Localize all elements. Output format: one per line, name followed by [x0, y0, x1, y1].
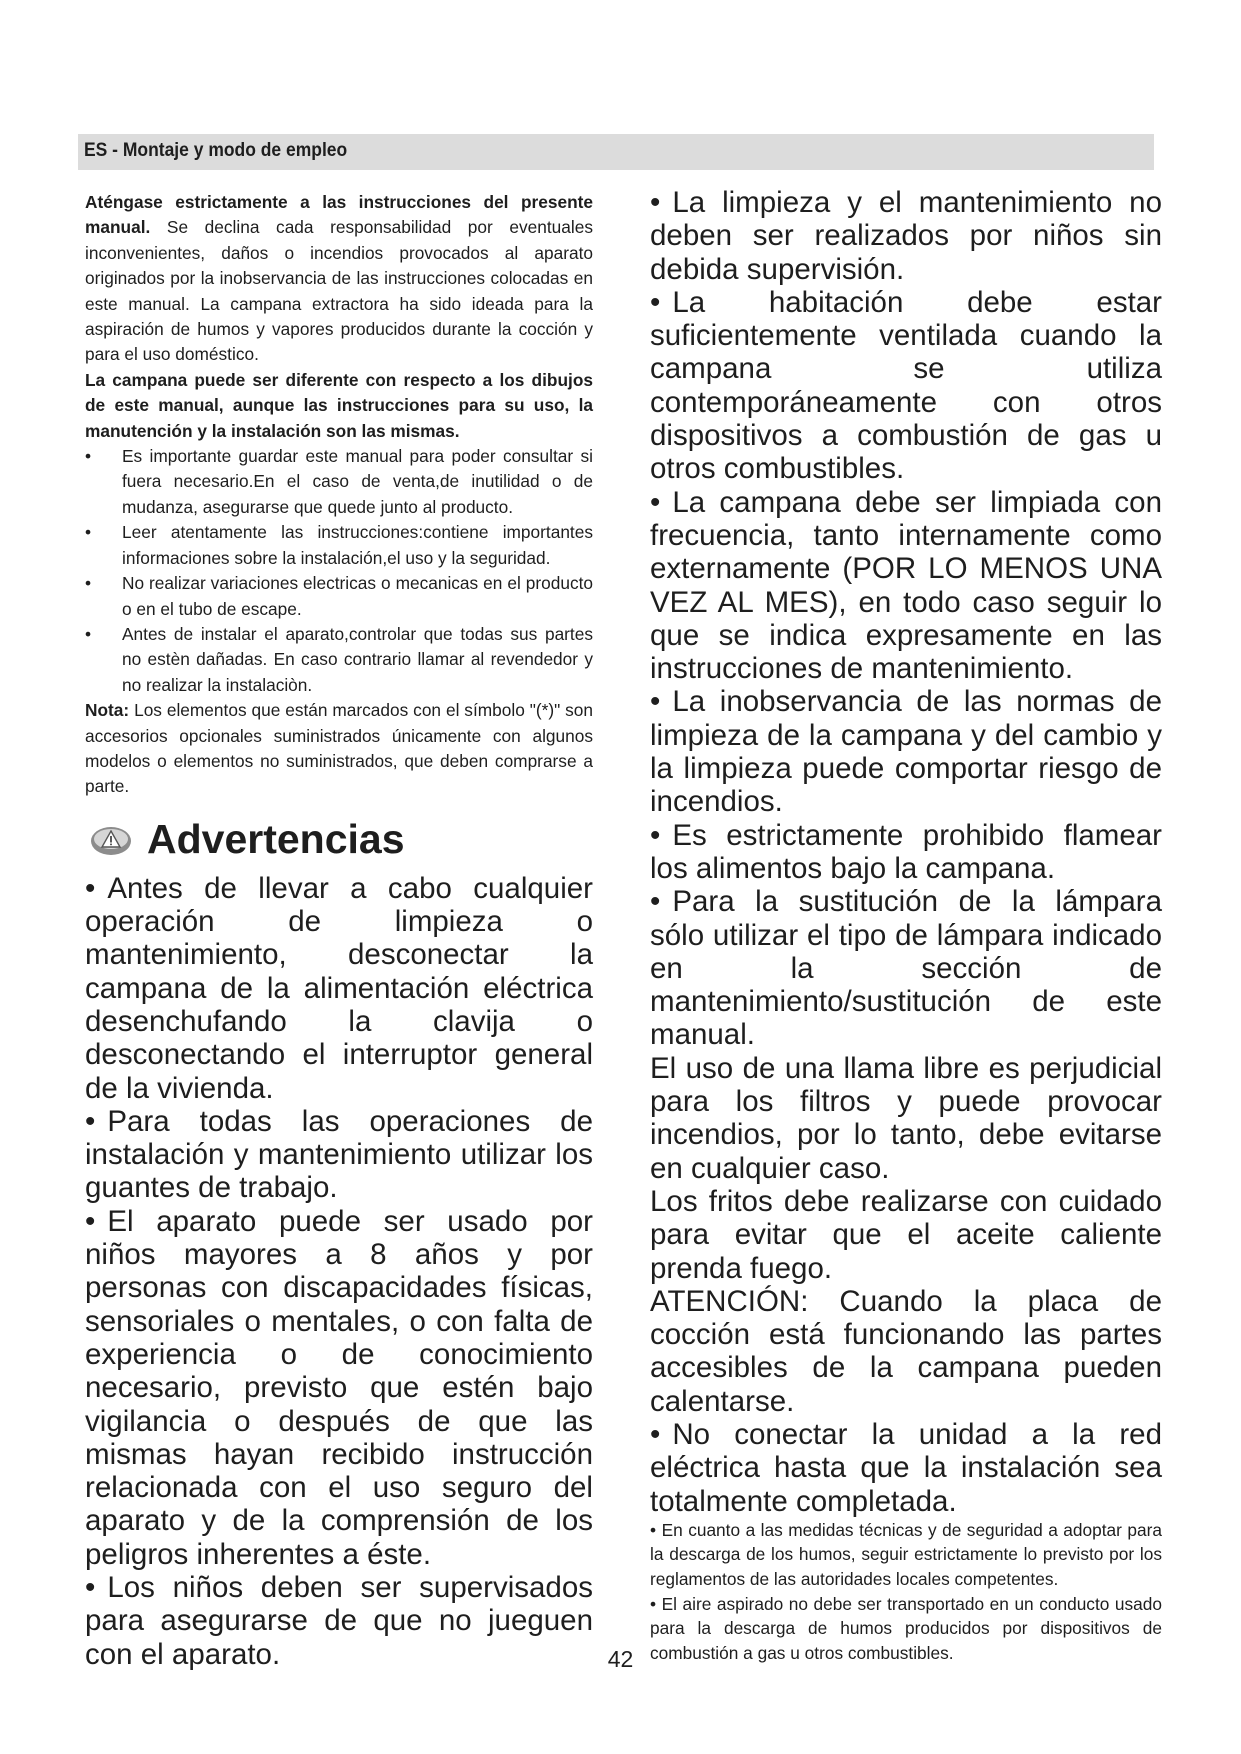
- section-title: ES - Montaje y modo de empleo: [84, 140, 348, 161]
- nota-label: Nota:: [85, 700, 130, 721]
- warning-paragraph: El uso de una llama libre es perjudicial para los filtros y puede provocar incendios, por lo tanto, debe evitarse en cualquier caso.: [650, 1051, 1162, 1185]
- warning-item: • El aparato puede ser usado por niños mayores a 8 años y por personas con discapacidades físicas, sensoriales o mentales, o con falta de experiencia o de conocimiento necesario, previsto que estén bajo vigilancia o después de que las mismas hayan recibido instrucción relacionada con el uso seguro del aparato y de la comprensión de los peligros inherentes a éste.: [85, 1204, 593, 1571]
- drawing-note: La campana puede ser diferente con respecto a los dibujos de este manual, aunque las instrucciones para su uso, la manutención y la instalación son las mismas.: [85, 369, 593, 441]
- warnings-title: Advertencias: [147, 815, 405, 862]
- warning-item: • Para la sustitución de la lámpara sólo utilizar el tipo de lámpara indicado en la sección de mantenimiento/sustitución de este manual.: [650, 885, 1162, 1052]
- warning-paragraph: ATENCIÓN: Cuando la placa de cocción está funcionando las partes accesibles de la campana pueden calentarse.: [650, 1284, 1162, 1418]
- warning-item: • Los niños deben ser supervisados para asegurarse de que no jueguen con el aparato.: [85, 1570, 593, 1671]
- nota-text: Los elementos que están marcados con el símbolo "(*)" son accesorios opcionales suministrados únicamente con algunos modelos o elementos no suministrados, que deben comprarse a parte.: [85, 700, 593, 797]
- list-item: • No realizar variaciones electricas o mecanicas en el producto o en el tubo de escape.: [85, 573, 593, 619]
- warning-item: • Para todas las operaciones de instalación y mantenimiento utilizar los guantes de trabajo.: [85, 1104, 593, 1205]
- nota-paragraph: [85, 698, 593, 800]
- warning-item: • La campana debe ser limpiada con frecuencia, tanto internamente como externamente (POR LO MENOS UNA VEZ AL MES), en todo caso seguir lo que se indica expresamente en las instrucciones de mantenimiento.: [650, 485, 1162, 686]
- warning-item: • La limpieza y el mantenimiento no deben ser realizados por niños sin debida supervisión.: [650, 186, 1162, 286]
- list-item: • Es importante guardar este manual para poder consultar si fuera necesario.En el caso de venta,de inutilidad o de mudanza, asegurarse que quede junto al producto.: [85, 446, 593, 517]
- small-note: • El aire aspirado no debe ser transportado en un conducto usado para la descarga de humos producidos por dispositivos de combustión a gas u otros combustibles.: [650, 1593, 1162, 1663]
- section-header: [78, 134, 1154, 170]
- small-note: • En cuanto a las medidas técnicas y de seguridad a adoptar para la descarga de los humos, seguir estrictamente lo previsto por los reglamentos de las autoridades locales competentes.: [650, 1519, 1162, 1590]
- warning-item: • No conectar la unidad a la red eléctrica hasta que la instalación sea totalmente completada.: [650, 1417, 1162, 1518]
- list-item: • Antes de instalar el aparato,controlar que todas sus partes no estèn dañadas. En caso contrario llamar al revendedor y no realizar la instalaciòn.: [85, 623, 593, 695]
- warning-item: • La inobservancia de las normas de limpieza de la campana y del cambio y la limpieza puede comportar riesgo de incendios.: [650, 685, 1162, 819]
- page-number: 42: [607, 1646, 634, 1672]
- warning-paragraph: Los fritos debe realizarse con cuidado para evitar que el aceite caliente prenda fuego.: [650, 1184, 1162, 1285]
- left-column: [85, 190, 593, 1671]
- intro-text: Se declina cada responsabilidad por eventuales inconvenientes, daños o incendios provocados al aparato originados por la inobservancia de las instrucciones colocadas en este manual. La campana extractora ha sido ideada para la aspiración de humos y vapores producidos durante la cocción y para el uso doméstico.: [85, 217, 593, 365]
- warning-item: • Es estrictamente prohibido flamear los alimentos bajo la campana.: [650, 818, 1162, 885]
- intro-bold: Aténgase estrictamente a las instrucciones del presente manual.: [85, 192, 593, 238]
- warning-item: • Antes de llevar a cabo cualquier operación de limpieza o mantenimiento, desconectar la campana de la alimentación eléctrica desenchufando la clavija o desconectando el interruptor general de la vivienda.: [85, 871, 593, 1105]
- list-item: • Leer atentamente las instrucciones:contiene importantes informaciones sobre la instalación,el uso y la seguridad.: [85, 522, 593, 568]
- intro-paragraph: [85, 190, 593, 368]
- right-column: [650, 186, 1162, 1665]
- warnings-heading: [85, 810, 593, 872]
- warning-icon: [90, 826, 132, 856]
- warning-item: • La habitación debe estar suficientemente ventilada cuando la campana se utiliza contemporáneamente con otros dispositivos a combustión de gas u otros combustibles.: [650, 285, 1162, 486]
